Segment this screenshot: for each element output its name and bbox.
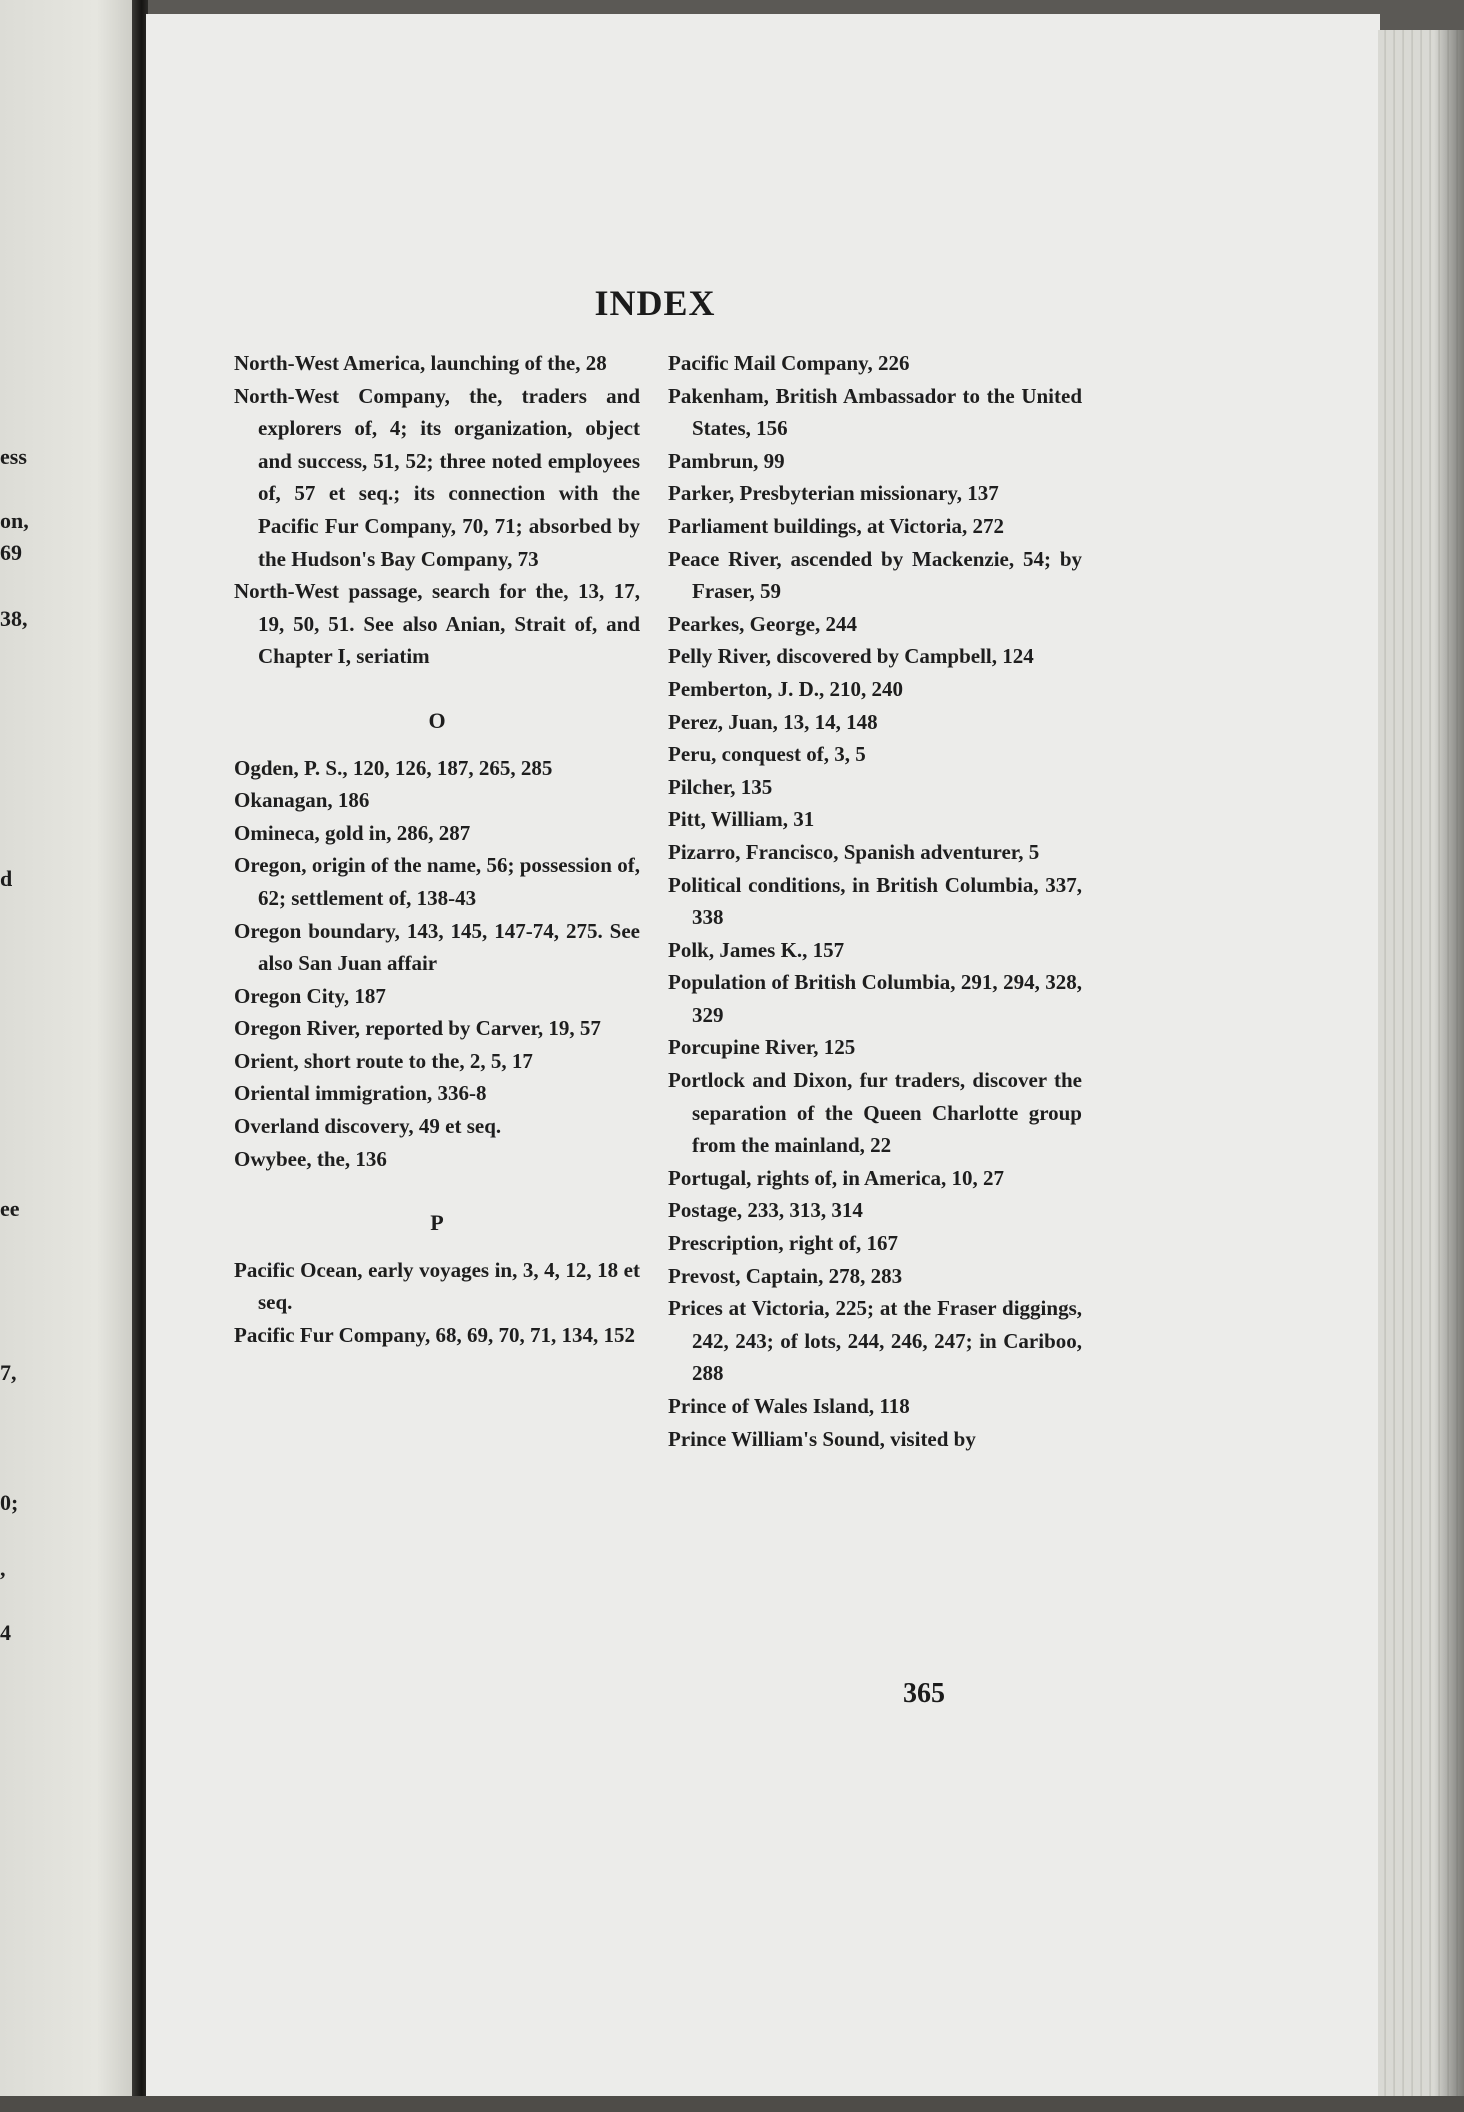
index-entry: Ogden, P. S., 120, 126, 187, 265, 285 [234, 755, 553, 780]
margin-fragment: ess [0, 444, 27, 469]
index-entry: Pacific Mail Company, 226 [668, 351, 910, 375]
index-entry: Oregon boundary, 143, 145, 147-74, 275. See also San Juan affair [234, 918, 640, 976]
index-entry: Oregon, origin of the name, 56; possession of, 62; settlement of, 138-43 [234, 853, 640, 910]
index-column-right [668, 347, 1082, 1455]
index-entry: Pakenham, British Ambassador to the United States, 156 [668, 383, 1082, 441]
index-entry: North-West passage, search for the, 13, 17, 19, 50, 51. See also Anian, Strait of, and Chapter I, seriatim [234, 579, 640, 669]
index-entry: Pearkes, George, 244 [668, 611, 857, 636]
index-column-left [234, 347, 640, 1352]
margin-fragment: 7, [0, 1360, 17, 1385]
page-title: INDEX [594, 283, 716, 323]
index-entry: Porcupine River, 125 [668, 1035, 856, 1060]
page-stack-edge [1378, 30, 1464, 2112]
scan-bottom-edge [0, 2096, 1464, 2112]
index-entry: Prices at Victoria, 225; at the Fraser diggings, 242, 243; of lots, 244, 246, 247; in Cariboo, 288 [668, 1296, 1082, 1386]
margin-fragment: d [0, 866, 13, 891]
index-entry: Political conditions, in British Columbia, 337, 338 [668, 872, 1082, 930]
page-number: 365 [903, 1678, 945, 1709]
section-gap [234, 1175, 640, 1207]
section-gap [234, 673, 640, 705]
index-entry: Peru, conquest of, 3, 5 [668, 742, 866, 767]
index-entry: North-West Company, the, traders and explorers of, 4; its organization, object and success, 51, 52; three noted employees of, 57 et seq.; its connection with the Pacific Fur Company, 70, 71; absorbed by the Hudson's Bay Company, 73 [234, 383, 640, 571]
index-entry: Pitt, William, 31 [668, 807, 815, 832]
index-entry: Population of British Columbia, 291, 294, 328, 329 [668, 970, 1082, 1027]
index-entry: Portlock and Dixon, fur traders, discover the separation of the Queen Charlotte group from the mainland, 22 [668, 1068, 1082, 1158]
index-entry: Pilcher, 135 [668, 774, 773, 799]
margin-fragment: , [0, 1556, 6, 1581]
index-entry: Pacific Ocean, early voyages in, 3, 4, 12, 18 et seq. [234, 1257, 640, 1315]
index-entry: Perez, Juan, 13, 14, 148 [668, 709, 878, 734]
margin-fragment: 69 [0, 540, 22, 565]
index-entry: Prevost, Captain, 278, 283 [668, 1263, 903, 1288]
index-entry: Parker, Presbyterian missionary, 137 [668, 481, 999, 506]
index-entry: Prescription, right of, 167 [668, 1231, 898, 1256]
index-entry: Pizarro, Francisco, Spanish adventurer, 5 [668, 839, 1040, 864]
section-gap [234, 738, 640, 752]
index-entry: Okanagan, 186 [234, 788, 370, 813]
index-entry: Pambrun, 99 [668, 448, 785, 473]
section-gap [234, 1240, 640, 1254]
index-entry: Oriental immigration, 336-8 [234, 1081, 487, 1106]
margin-fragment: 4 [0, 1620, 11, 1645]
index-entry: Oregon City, 187 [234, 983, 386, 1008]
index-entry: Pemberton, J. D., 210, 240 [668, 676, 904, 701]
index-entry: Overland discovery, 49 et seq. [234, 1114, 502, 1139]
index-entry: Portugal, rights of, in America, 10, 27 [668, 1165, 1004, 1190]
index-entry: Prince of Wales Island, 118 [668, 1394, 910, 1418]
section-letter: P [430, 1210, 444, 1236]
index-entry: Omineca, gold in, 286, 287 [234, 820, 471, 845]
margin-fragment: 0; [0, 1490, 19, 1515]
index-entry: Pacific Fur Company, 68, 69, 70, 71, 134, 152 [234, 1323, 635, 1348]
margin-fragment: ee [0, 1196, 20, 1221]
section-letter: O [428, 707, 446, 733]
index-entry: Prince William's Sound, visited by [668, 1426, 976, 1451]
index-entry: Oregon River, reported by Carver, 19, 57 [234, 1016, 601, 1041]
index-entry: Owybee, the, 136 [234, 1146, 387, 1171]
index-entry: North-West America, launching of the, 28 [234, 351, 607, 375]
index-entry: Orient, short route to the, 2, 5, 17 [234, 1048, 533, 1073]
facing-page-edge [0, 0, 138, 2112]
index-entry: Polk, James K., 157 [668, 937, 845, 962]
index-entry: Peace River, ascended by Mackenzie, 54; by Fraser, 59 [668, 546, 1082, 604]
index-entry: Parliament buildings, at Victoria, 272 [668, 513, 1004, 538]
margin-fragment: 38, [0, 606, 28, 631]
index-entry: Postage, 233, 313, 314 [668, 1198, 863, 1223]
index-entry: Pelly River, discovered by Campbell, 124 [668, 644, 1034, 669]
margin-fragment: on, [0, 508, 29, 533]
